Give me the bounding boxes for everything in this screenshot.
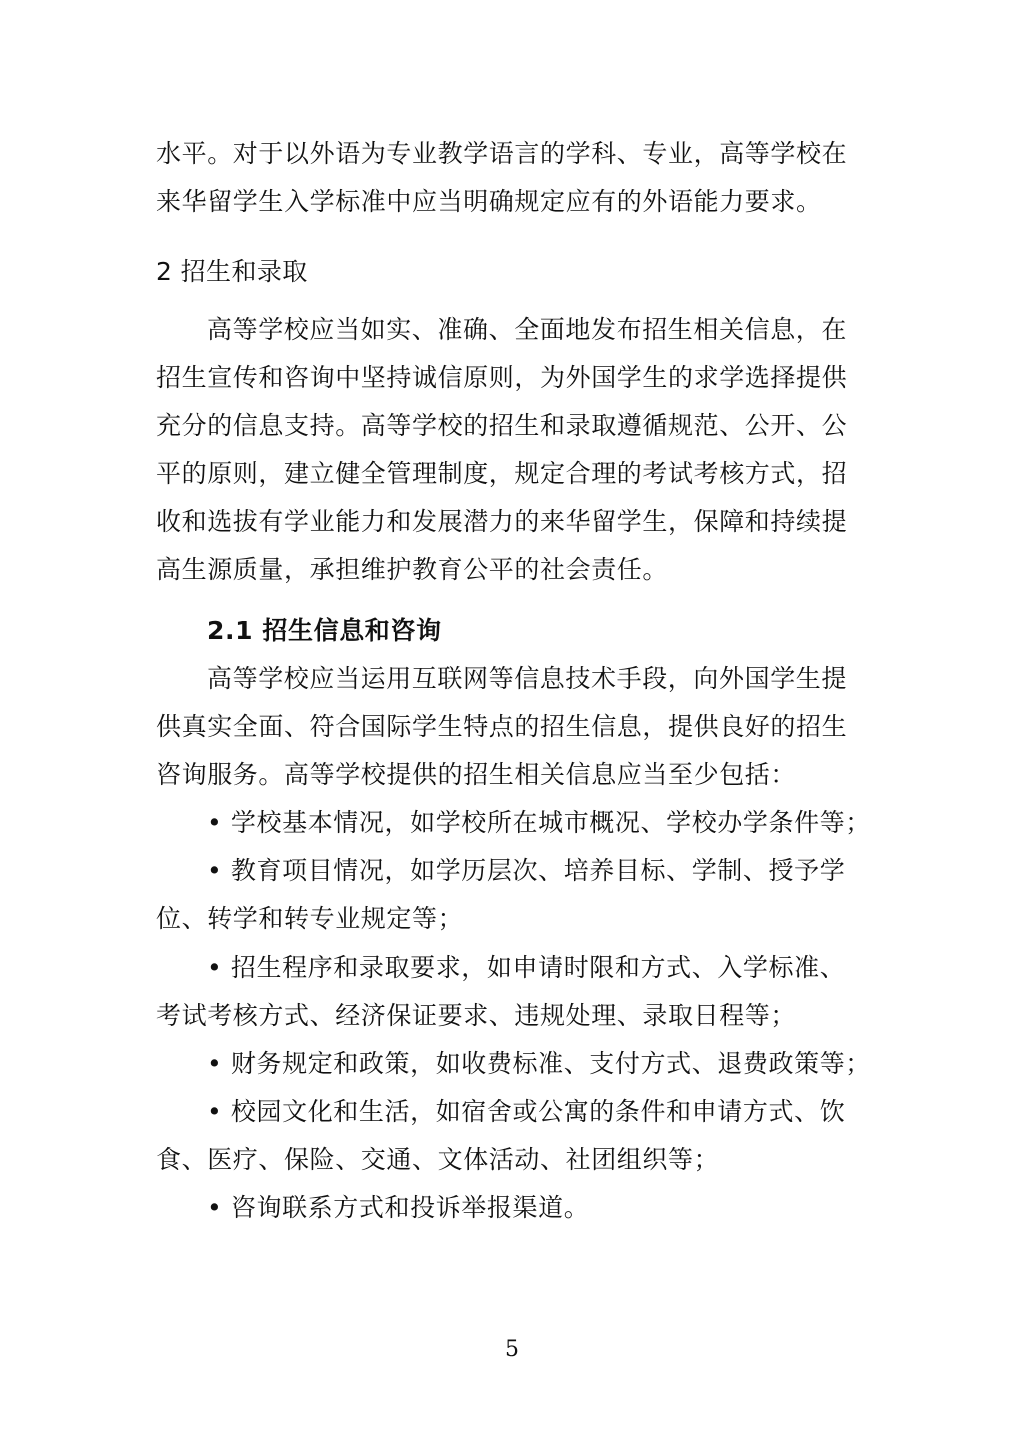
paragraph-line: 供真实全面、符合国际学生特点的招生信息，提供良好的招生 xyxy=(156,712,848,741)
paragraph-line: 高生源质量，承担维护教育公平的社会责任。 xyxy=(156,555,669,584)
paragraph-line: 招生宣传和咨询中坚持诚信原则，为外国学生的求学选择提供 xyxy=(156,363,848,392)
paragraph-line: 收和选拔有学业能力和发展潜力的来华留学生，保障和持续提 xyxy=(156,507,848,536)
list-item: • 教育项目情况，如学历层次、培养目标、学制、授予学 xyxy=(207,856,846,885)
page-number: 5 xyxy=(505,1337,519,1362)
paragraph-line: 来华留学生入学标准中应当明确规定应有的外语能力要求。 xyxy=(156,187,822,216)
list-item-continuation: 食、医疗、保险、交通、文体活动、社团组织等； xyxy=(156,1145,720,1174)
list-item: • 校园文化和生活，如宿舍或公寓的条件和申请方式、饮 xyxy=(207,1097,846,1126)
list-item-continuation: 位、转学和转专业规定等； xyxy=(156,904,464,933)
list-item: • 招生程序和录取要求，如申请时限和方式、入学标准、 xyxy=(207,953,846,982)
list-item: • 学校基本情况，如学校所在城市概况、学校办学条件等； xyxy=(207,808,871,837)
list-item: • 财务规定和政策，如收费标准、支付方式、退费政策等； xyxy=(207,1049,871,1078)
list-item: • 咨询联系方式和投诉举报渠道。 xyxy=(207,1193,590,1222)
paragraph-line: 高等学校应当运用互联网等信息技术手段，向外国学生提 xyxy=(207,664,848,693)
paragraph-line: 水平。对于以外语为专业教学语言的学科、专业，高等学校在 xyxy=(156,139,848,168)
paragraph-line: 咨询服务。高等学校提供的招生相关信息应当至少包括： xyxy=(156,760,797,789)
list-item-continuation: 考试考核方式、经济保证要求、违规处理、录取日程等； xyxy=(156,1001,797,1030)
paragraph-line: 充分的信息支持。高等学校的招生和录取遵循规范、公开、公 xyxy=(156,411,848,440)
section-heading: 2 招生和录取 xyxy=(156,257,308,286)
subsection-heading: 2.1 招生信息和咨询 xyxy=(207,616,442,645)
paragraph-line: 高等学校应当如实、准确、全面地发布招生相关信息，在 xyxy=(207,315,848,344)
paragraph-line: 平的原则，建立健全管理制度，规定合理的考试考核方式，招 xyxy=(156,459,848,488)
